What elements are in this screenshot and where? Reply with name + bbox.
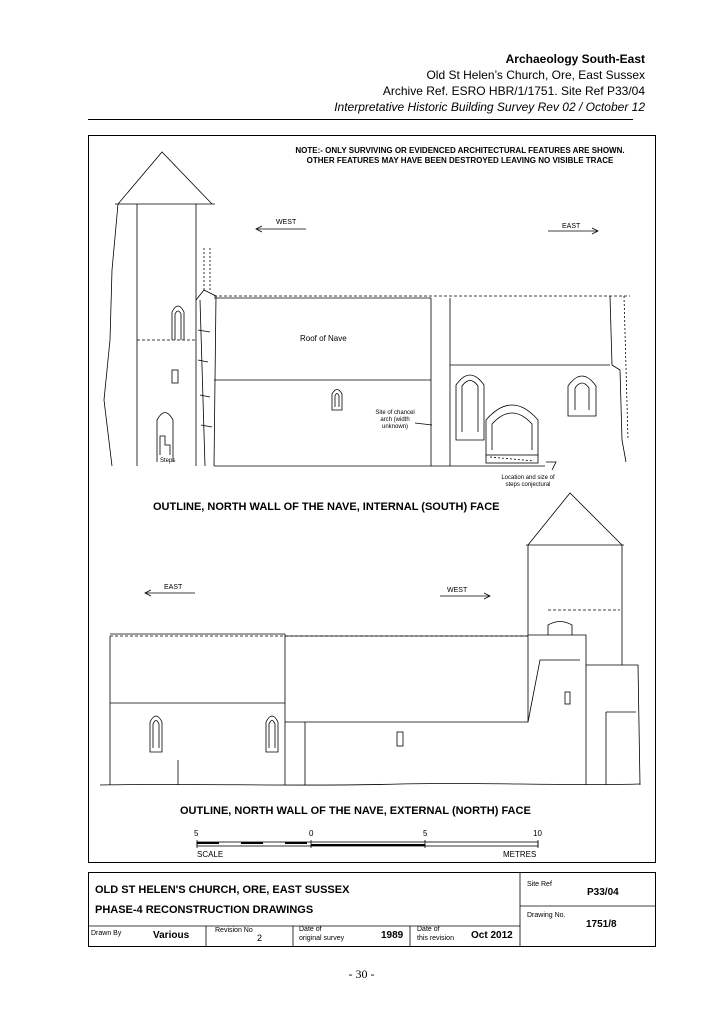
survey-label-1: Date of (299, 926, 322, 933)
drawing-no-value: 1751/8 (586, 919, 617, 930)
top-elevation (104, 152, 630, 470)
site-ref-label: Site Ref (527, 881, 552, 888)
header-org: Archaeology South-East (505, 52, 645, 66)
note-line-2: OTHER FEATURES MAY HAVE BEEN DESTROYED LEAVING NO VISIBLE TRACE (306, 156, 614, 165)
site-ref-value: P33/04 (587, 887, 619, 898)
scale-tick-right: 10 (533, 829, 542, 838)
revision-date-value: Oct 2012 (471, 930, 513, 941)
scale-tick-zero: 0 (309, 829, 314, 838)
revision-date-label-1: Date of (417, 926, 440, 933)
revision-label: Revision No (215, 927, 253, 934)
scale-tick-mid: 5 (423, 829, 428, 838)
revision-date-label-2: this revision (417, 935, 454, 942)
chancel-arch-label: Site of chancel arch (width unknown) (375, 410, 415, 430)
bottom-elevation (100, 493, 640, 785)
scale-tick-left: 5 (194, 829, 199, 838)
drawing-note (250, 146, 670, 166)
revision-value: 2 (257, 933, 263, 943)
drawn-by-value: Various (153, 930, 190, 941)
page-number: - 30 - (348, 967, 375, 981)
scale-bar (197, 840, 538, 848)
title-line-1: OLD ST HELEN'S CHURCH, ORE, EAST SUSSEX (95, 884, 350, 896)
bottom-west-label: WEST (447, 587, 468, 594)
header-report: Interpretative Historic Building Survey Rev 02 / October 12 (334, 100, 645, 114)
survey-label-2: original survey (299, 935, 345, 942)
header-site: Old St Helen’s Church, Ore, East Sussex (426, 68, 645, 82)
top-west-label: WEST (276, 219, 297, 226)
drawn-by-label: Drawn By (91, 930, 122, 937)
steps-label: Steps (160, 458, 176, 464)
caption-external-face: OUTLINE, NORTH WALL OF THE NAVE, EXTERNAL (NORTH) FACE (180, 805, 531, 817)
title-line-2: PHASE-4 RECONSTRUCTION DRAWINGS (95, 904, 314, 916)
survey-date-value: 1989 (381, 930, 404, 941)
location-steps-label: Location and size of steps conjectural (501, 475, 555, 488)
roof-of-nave-label: Roof of Nave (300, 334, 347, 343)
header-archive: Archive Ref. ESRO HBR/1/1751. Site Ref P33/04 (382, 84, 645, 98)
drawing-no-label: Drawing No. (527, 912, 566, 919)
bottom-east-label: EAST (164, 584, 183, 591)
top-east-label: EAST (562, 223, 581, 230)
metres-label: METRES (503, 850, 537, 859)
note-line-1: NOTE:- ONLY SURVIVING OR EVIDENCED ARCHITECTURAL FEATURES ARE SHOWN. (295, 146, 625, 155)
title-block (88, 872, 656, 947)
caption-internal-face: OUTLINE, NORTH WALL OF THE NAVE, INTERNAL (SOUTH) FACE (153, 501, 500, 513)
scale-label: SCALE (197, 850, 224, 859)
